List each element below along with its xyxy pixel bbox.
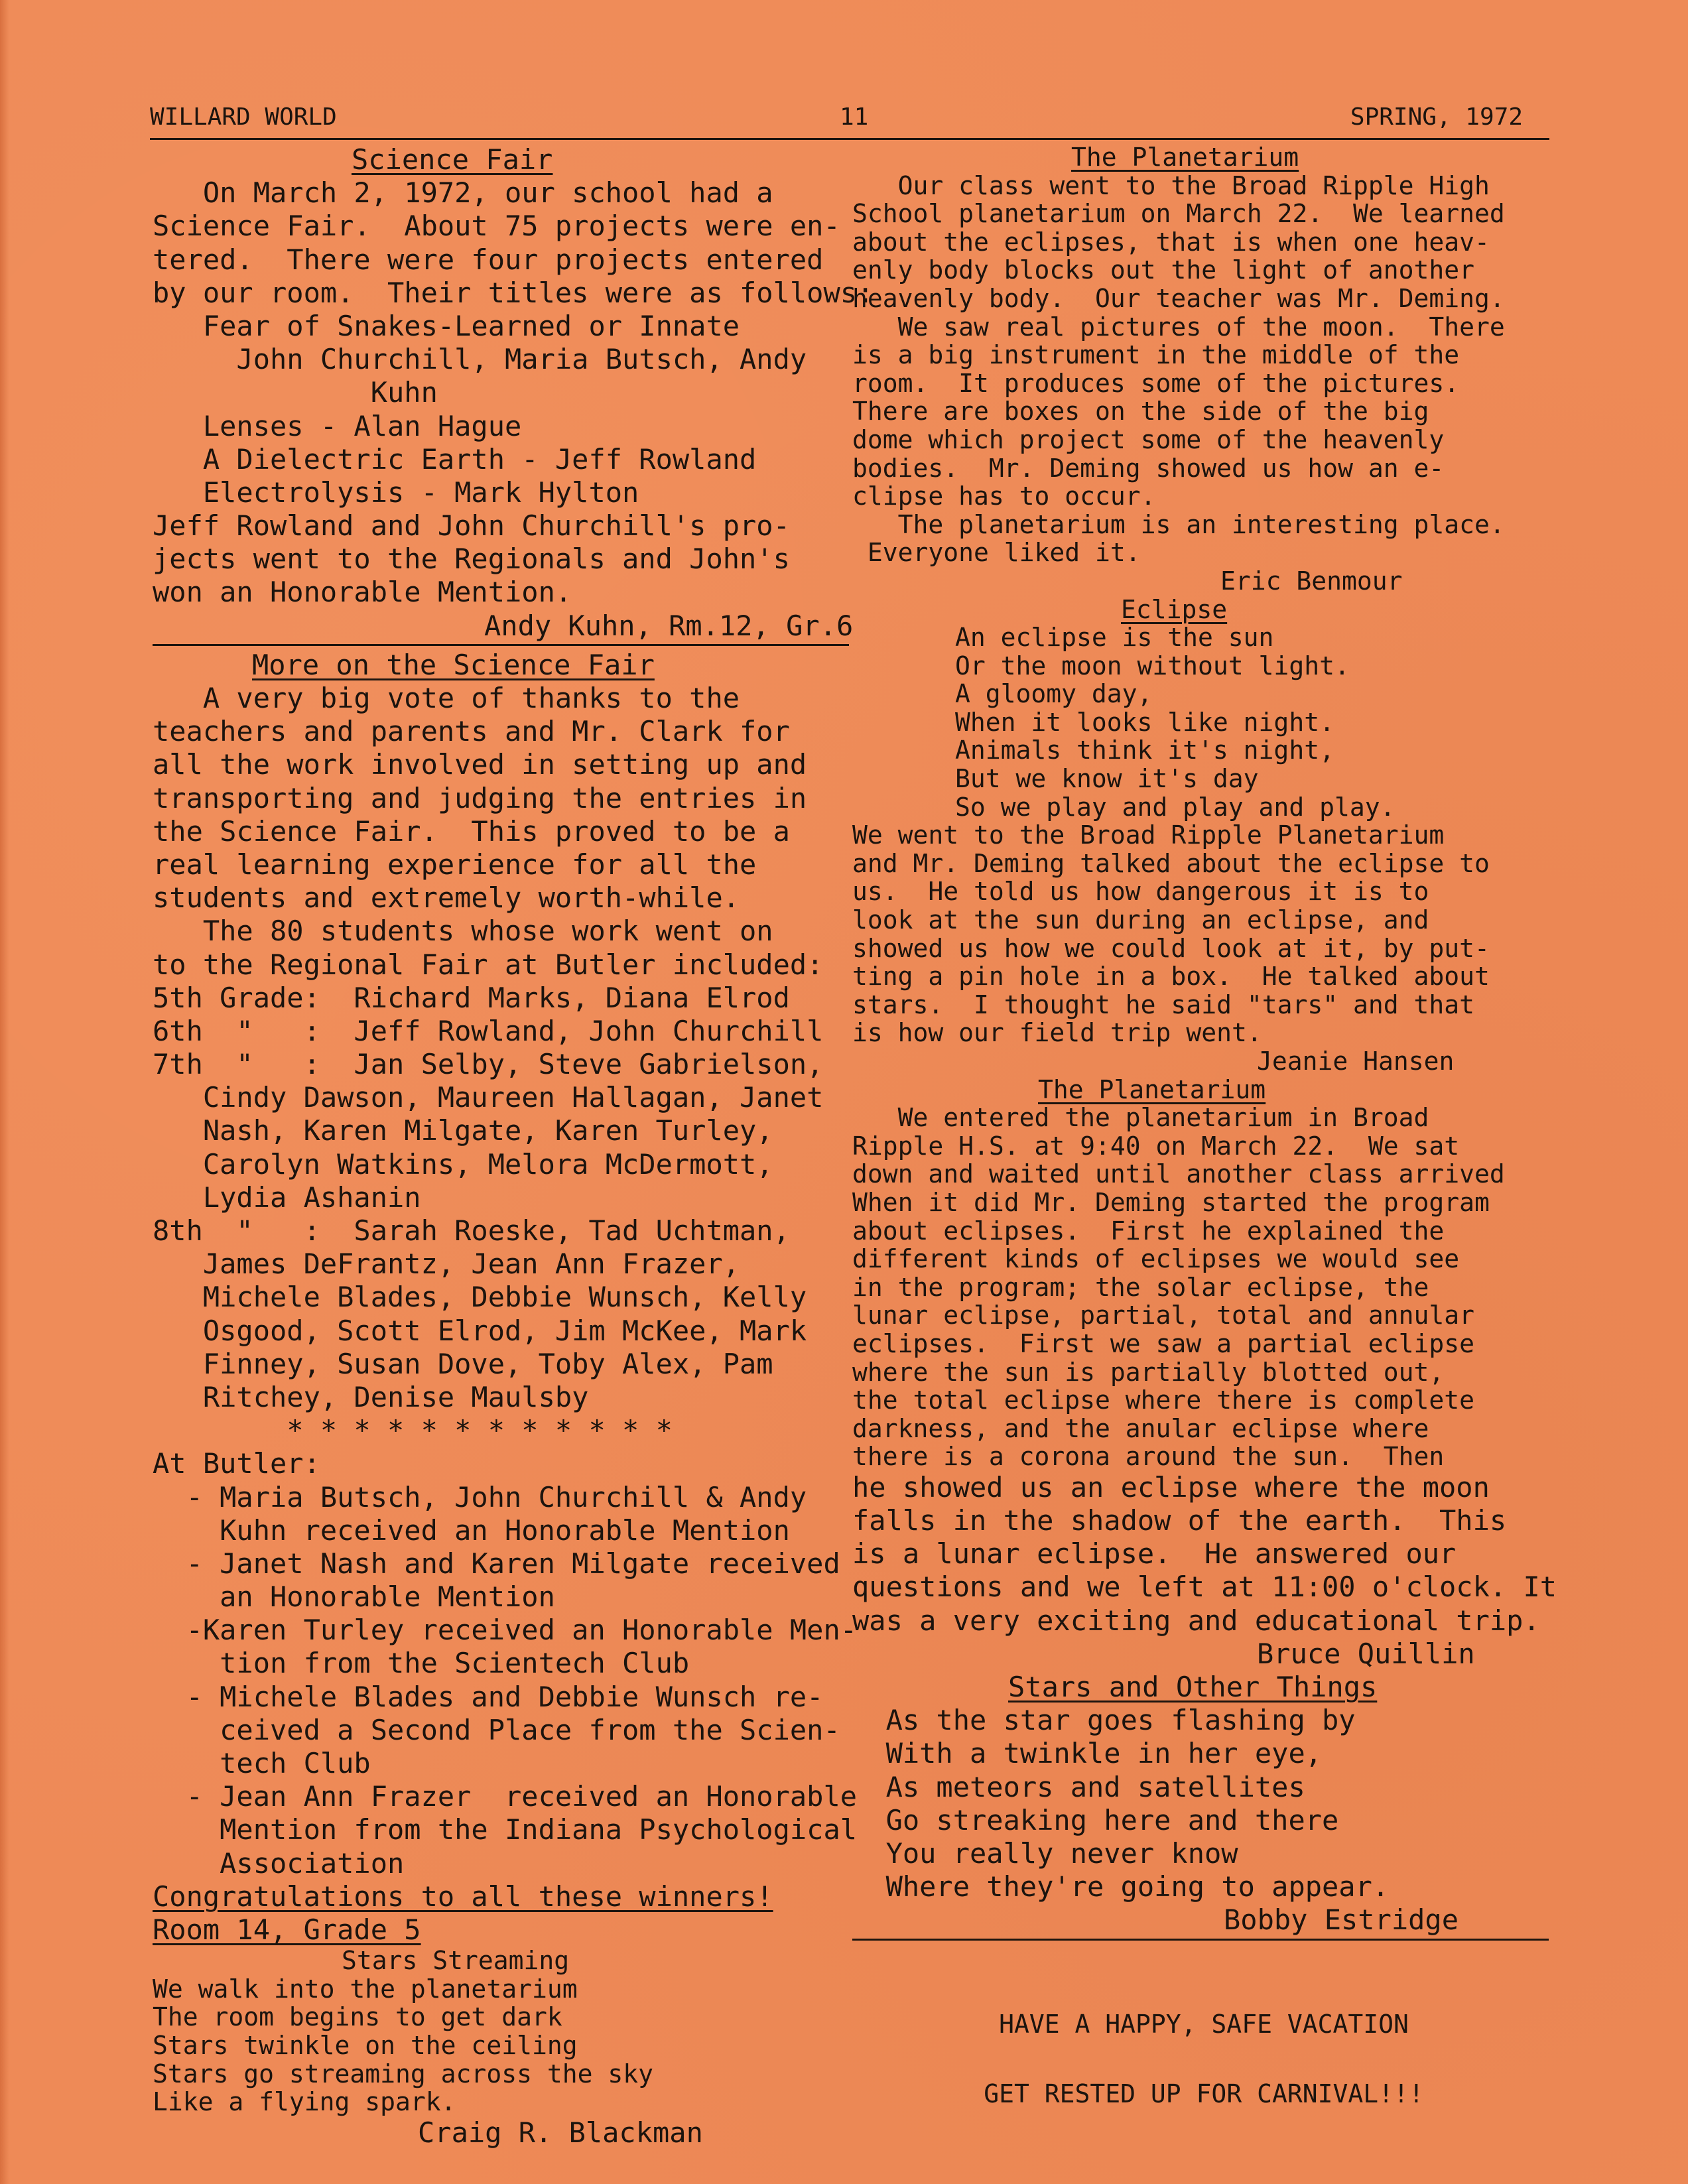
stars-streaming-author: Craig R. Blackman xyxy=(418,2116,703,2149)
congratulations-line: Congratulations to all these winners! xyxy=(153,1880,773,1913)
text-line: Finney, Susan Dove, Toby Alex, Pam xyxy=(153,1347,773,1380)
text-line: eclipses. First we saw a partial eclipse xyxy=(852,1328,1474,1358)
more-science-fair-body xyxy=(153,682,856,1880)
planetarium-1-body-3 xyxy=(852,511,1555,567)
eclipse-poem xyxy=(852,623,1555,821)
text-line: ceived a Second Place from the Scien- xyxy=(153,1713,840,1746)
text-line: about the eclipses, that is when one heav- xyxy=(852,227,1490,257)
text-line: At Butler: xyxy=(153,1447,320,1480)
text-line: When it looks like night. xyxy=(955,707,1334,737)
text-line: won an Honorable Mention. xyxy=(153,576,572,609)
eclipse-heading: Eclipse xyxy=(1121,594,1228,624)
page-number: 11 xyxy=(840,103,869,131)
text-line: jects went to the Regionals and John's xyxy=(153,543,790,576)
text-line: is a big instrument in the middle of the xyxy=(852,340,1460,370)
vacation-message: HAVE A HAPPY, SAFE VACATION xyxy=(999,2010,1409,2039)
text-line: different kinds of eclipses we would see xyxy=(852,1244,1460,1274)
text-line: -Karen Turley received an Honorable Men- xyxy=(153,1614,858,1647)
room-14-label: Room 14, Grade 5 xyxy=(153,1913,421,1946)
planetarium-2-body xyxy=(852,1104,1555,1471)
text-line: Stars twinkle on the ceiling xyxy=(153,2030,578,2060)
text-line: there is a corona around the sun. Then xyxy=(852,1442,1445,1472)
eclipse-prose xyxy=(852,821,1555,1047)
text-line: On March 2, 1972, our school had a xyxy=(153,176,773,210)
text-line: Everyone liked it. xyxy=(852,538,1141,568)
science-fair-body xyxy=(153,176,874,609)
text-line: about eclipses. First he explained the xyxy=(852,1216,1445,1246)
text-line: - Janet Nash and Karen Milgate received xyxy=(153,1547,840,1580)
torn-edge xyxy=(0,0,9,2184)
science-fair-signature: Andy Kuhn, Rm.12, Gr.6 xyxy=(484,609,854,642)
stars-other-things-author: Bobby Estridge xyxy=(1224,1903,1459,1937)
text-line: Fear of Snakes-Learned or Innate xyxy=(153,309,740,342)
text-line: Lydia Ashanin xyxy=(153,1181,421,1214)
text-line: School planetarium on March 22. We learned xyxy=(852,199,1505,229)
stars-other-things-poem xyxy=(852,1704,1555,1903)
text-line: he showed us an eclipse where the moon xyxy=(852,1470,1490,1504)
page-header xyxy=(150,103,1549,141)
text-line: tered. There were four projects entered xyxy=(153,243,824,276)
text-line: showed us how we could look at it, by put- xyxy=(852,933,1490,963)
text-line: Like a flying spark. xyxy=(153,2087,456,2117)
text-line: dome which project some of the heavenly xyxy=(852,424,1445,454)
text-line: Kuhn received an Honorable Mention xyxy=(153,1513,790,1547)
text-line: Ripple H.S. at 9:40 on March 22. We sat xyxy=(852,1131,1460,1161)
text-line: Michele Blades, Debbie Wunsch, Kelly xyxy=(153,1281,807,1314)
text-line: Electrolysis - Mark Hylton xyxy=(153,476,639,509)
text-line: is a lunar eclipse. He answered our xyxy=(852,1537,1457,1571)
text-line: teachers and parents and Mr. Clark for xyxy=(153,715,790,748)
planetarium-1-body-2 xyxy=(852,313,1555,511)
text-line: questions and we left at 11:00 o'clock. It xyxy=(852,1571,1557,1604)
text-line: to the Regional Fair at Butler included: xyxy=(153,948,824,981)
text-line: 7th " : Jan Selby, Steve Gabrielson, xyxy=(153,1048,824,1081)
text-line: - Maria Butsch, John Churchill & Andy xyxy=(153,1480,807,1513)
text-line: transporting and judging the entries in xyxy=(153,781,807,814)
text-line: darkness, and the anular eclipse where xyxy=(852,1413,1429,1443)
text-line: tion from the Scientech Club xyxy=(153,1647,690,1680)
text-line: stars. I thought he said "tars" and that xyxy=(852,990,1474,1019)
text-line: 6th " : Jeff Rowland, John Churchill xyxy=(153,1014,824,1047)
text-line: heavenly body. Our teacher was Mr. Deming. xyxy=(852,283,1505,313)
text-line: look at the sun during an eclipse, and xyxy=(852,905,1429,935)
text-line: Our class went to the Broad Ripple High xyxy=(852,170,1490,200)
text-line: An eclipse is the sun xyxy=(955,623,1274,653)
planetarium-2-author: Bruce Quillin xyxy=(1257,1637,1475,1670)
text-line: John Churchill, Maria Butsch, Andy xyxy=(153,343,807,376)
section-rule xyxy=(153,644,849,646)
eclipse-author: Jeanie Hansen xyxy=(1257,1047,1455,1076)
stars-streaming-title: Stars Streaming xyxy=(342,1946,570,1976)
text-line: the Science Fair. This proved to be a xyxy=(153,814,790,848)
text-line: - Jean Ann Frazer received an Honorable xyxy=(153,1780,858,1813)
text-line: Lenses - Alan Hague xyxy=(153,409,522,442)
text-line: tech Club xyxy=(153,1747,371,1779)
text-line: As meteors and satellites xyxy=(852,1770,1305,1803)
text-line: 5th Grade: Richard Marks, Diana Elrod xyxy=(153,981,790,1014)
text-line: bodies. Mr. Deming showed us how an e- xyxy=(852,453,1445,483)
text-line: A gloomy day, xyxy=(955,679,1153,709)
text-line: A very big vote of thanks to the xyxy=(153,682,740,714)
text-line: Ritchey, Denise Maulsby xyxy=(153,1380,589,1413)
text-line: When it did Mr. Deming started the program xyxy=(852,1187,1490,1217)
text-line: With a twinkle in her eye, xyxy=(852,1737,1323,1770)
newsletter-name: WILLARD WORLD xyxy=(150,103,337,131)
text-line: us. He told us how dangerous it is to xyxy=(852,877,1429,907)
more-science-fair-heading: More on the Science Fair xyxy=(252,648,655,681)
text-line: lunar eclipse, partial, total and annular xyxy=(852,1301,1474,1330)
text-line: ting a pin hole in a box. He talked about xyxy=(852,962,1490,992)
text-line: all the work involved in setting up and xyxy=(153,748,807,781)
text-line: down and waited until another class arrived xyxy=(852,1159,1505,1189)
text-line: Carolyn Watkins, Melora McDermott, xyxy=(153,1147,773,1181)
text-line: James DeFrantz, Jean Ann Frazer, xyxy=(153,1248,740,1281)
header-rule xyxy=(150,138,1549,140)
text-line: 8th " : Sarah Roeske, Tad Uchtman, xyxy=(153,1214,790,1247)
text-line: A Dielectric Earth - Jeff Rowland xyxy=(153,442,757,476)
stars-streaming-poem xyxy=(153,1975,856,2116)
text-line: was a very exciting and educational trip. xyxy=(852,1604,1540,1637)
text-line: students and extremely worth-while. xyxy=(153,881,740,915)
text-line: * * * * * * * * * * * * xyxy=(153,1414,673,1447)
text-line: Or the moon without light. xyxy=(955,651,1350,680)
text-line: Mention from the Indiana Psychological xyxy=(153,1813,858,1846)
text-line: an Honorable Mention xyxy=(153,1580,555,1614)
text-line: The 80 students whose work went on xyxy=(153,915,773,948)
text-line: We walk into the planetarium xyxy=(153,1974,578,2004)
text-line: clipse has to occur. xyxy=(852,482,1156,511)
text-line: We went to the Broad Ripple Planetarium xyxy=(852,820,1445,850)
left-column xyxy=(153,143,874,2150)
text-line: Kuhn xyxy=(153,376,438,409)
planetarium-1-author: Eric Benmour xyxy=(1220,566,1403,596)
right-column xyxy=(852,143,1555,1943)
text-line: We saw real pictures of the moon. There xyxy=(852,312,1505,342)
text-line: You really never know xyxy=(852,1836,1238,1870)
text-line: Association xyxy=(153,1846,405,1880)
text-line: As the star goes flashing by xyxy=(852,1704,1356,1737)
text-line: Go streaking here and there xyxy=(852,1803,1339,1836)
text-line: enly body blocks out the light of another xyxy=(852,255,1474,285)
science-fair-heading: Science Fair xyxy=(352,143,553,176)
text-line: But we know it's day xyxy=(955,764,1259,794)
carnival-message: GET RESTED UP FOR CARNIVAL!!! xyxy=(984,2079,1424,2108)
text-line: The planetarium is an interesting place. xyxy=(852,509,1505,539)
text-line: Animals think it's night, xyxy=(955,736,1334,765)
text-line: So we play and play and play. xyxy=(955,792,1396,822)
text-line: Where they're going to appear. xyxy=(852,1870,1390,1903)
text-line: in the program; the solar eclipse, the xyxy=(852,1272,1429,1302)
issue-date: SPRING, 1972 xyxy=(1350,103,1523,131)
text-line: Science Fair. About 75 projects were en- xyxy=(153,210,840,243)
planetarium-heading-2: The Planetarium xyxy=(1038,1074,1266,1104)
text-line: is how our field trip went. xyxy=(852,1018,1262,1048)
planetarium-1-body xyxy=(852,172,1555,313)
text-line: where the sun is partially blotted out, xyxy=(852,1357,1445,1387)
text-line: Nash, Karen Milgate, Karen Turley, xyxy=(153,1114,773,1147)
text-line: and Mr. Deming talked about the eclipse to xyxy=(852,848,1490,878)
text-line: The room begins to get dark xyxy=(153,2002,562,2032)
text-line: by our room. Their titles were as follows: xyxy=(153,276,874,309)
text-line: Osgood, Scott Elrod, Jim McKee, Mark xyxy=(153,1314,807,1347)
text-line: Cindy Dawson, Maureen Hallagan, Janet xyxy=(153,1081,824,1114)
text-line: the total eclipse where there is complete xyxy=(852,1385,1474,1415)
text-line: real learning experience for all the xyxy=(153,848,757,881)
section-rule-right xyxy=(852,1939,1549,1941)
text-line: room. It produces some of the pictures. xyxy=(852,368,1460,398)
stars-other-things-heading: Stars and Other Things xyxy=(1008,1671,1378,1704)
planetarium-2-body-2 xyxy=(852,1471,1555,1638)
text-line: Jeff Rowland and John Churchill's pro- xyxy=(153,509,790,543)
text-line: We entered the planetarium in Broad xyxy=(852,1103,1429,1133)
text-line: There are boxes on the side of the big xyxy=(852,397,1429,426)
text-line: Stars go streaming across the sky xyxy=(153,2059,653,2088)
planetarium-heading-1: The Planetarium xyxy=(1071,143,1299,172)
text-line: - Michele Blades and Debbie Wunsch re- xyxy=(153,1680,824,1713)
text-line: falls in the shadow of the earth. This xyxy=(852,1504,1507,1537)
